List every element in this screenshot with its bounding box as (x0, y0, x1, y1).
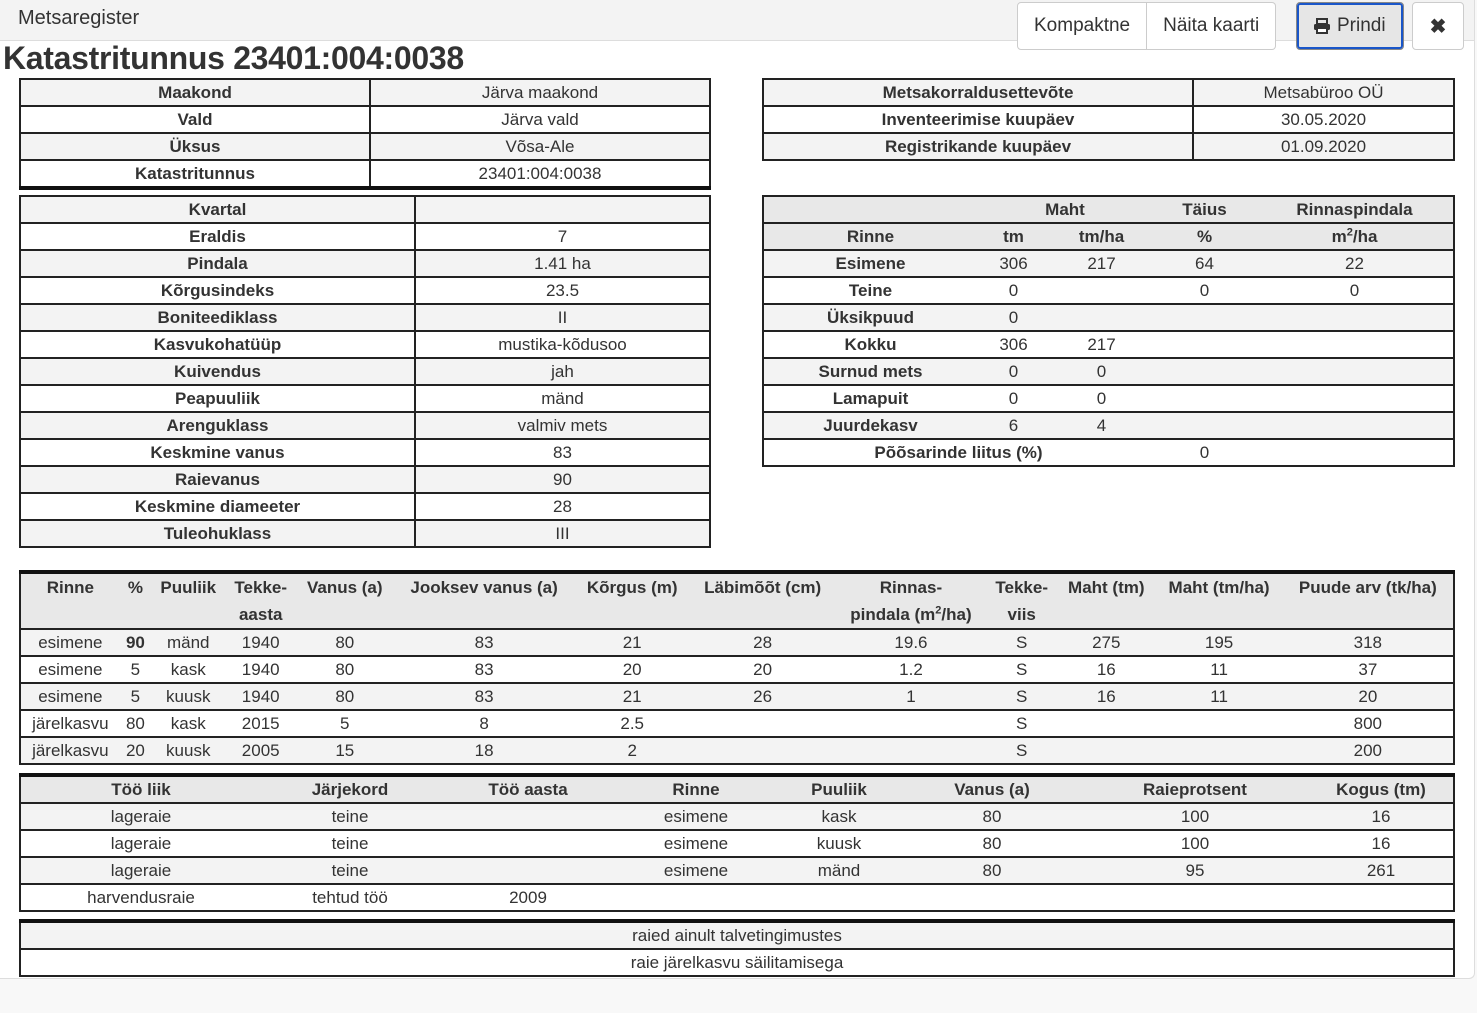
tree-cell-jooksev: 83 (394, 629, 575, 656)
volume-row-label: Esimene (763, 250, 977, 277)
note-row (20, 921, 1454, 949)
tree-cell-pct: 90 (120, 629, 151, 656)
tree-cell-rinne: esimene (20, 683, 120, 710)
volume-cell-rp (1256, 331, 1454, 358)
tree-row (20, 656, 1454, 683)
stand-row (20, 493, 710, 520)
stand-row (20, 196, 710, 223)
work-cell-vanus: 80 (903, 830, 1081, 857)
work-cell-vanus (903, 884, 1081, 911)
volume-row (763, 331, 1454, 358)
tree-cell-pct: 80 (120, 710, 151, 737)
col-kogus: Kogus (tm) (1309, 775, 1454, 803)
col-works-puuliik: Puuliik (775, 775, 903, 803)
volume-cell-pct (1153, 385, 1256, 412)
tree-cell-puuliik: kask (151, 656, 225, 683)
tree-cell-puude-arv: 318 (1283, 629, 1454, 656)
tree-cell-tekke: 2015 (225, 710, 296, 737)
row-label: Peapuuliik (20, 385, 415, 412)
row-value: valmiv mets (415, 412, 710, 439)
work-cell-puuliik: kuusk (775, 830, 903, 857)
stand-row (20, 412, 710, 439)
row-label: Katastritunnus (20, 160, 370, 188)
work-cell-puuliik (775, 884, 903, 911)
work-cell-too-liik: harvendusraie (20, 884, 261, 911)
tree-cell-rinne: esimene (20, 629, 120, 656)
volume-sub-header-row (763, 223, 1454, 250)
volume-header-rinne: Rinne (763, 223, 977, 250)
location-row (20, 106, 710, 133)
compact-button[interactable]: Kompaktne (1017, 2, 1147, 50)
row-value: 83 (415, 439, 710, 466)
tree-cell-maht-tm (1057, 737, 1155, 764)
view-button-group (1017, 2, 1276, 50)
tree-cell-rinne: järelkasvu (20, 710, 120, 737)
volume-cell-rp (1256, 358, 1454, 385)
col-rinne: Rinne (20, 572, 120, 629)
work-row (20, 857, 1454, 884)
app-title: Metsaregister (18, 7, 140, 29)
row-value: jah (415, 358, 710, 385)
row-value: 90 (415, 466, 710, 493)
note-text: raied ainult talvetingimustes (20, 921, 1454, 949)
volume-header-empty (763, 196, 977, 223)
tree-cell-korgus: 2 (575, 737, 690, 764)
volume-row-label: Surnud mets (763, 358, 977, 385)
volume-cell-rp (1256, 304, 1454, 331)
tree-cell-korgus: 20 (575, 656, 690, 683)
print-label: Prindi (1337, 15, 1386, 36)
volume-row (763, 277, 1454, 304)
row-value: 30.05.2020 (1193, 106, 1454, 133)
work-cell-kogus (1309, 884, 1454, 911)
row-label: Kõrgusindeks (20, 277, 415, 304)
tree-cell-jooksev: 83 (394, 656, 575, 683)
col-raieprotsent: Raieprotsent (1081, 775, 1309, 803)
work-cell-jarjekord: teine (261, 857, 439, 884)
col-puude-arv: Puude arv (tk/ha) (1283, 572, 1454, 629)
row-label: Registrikande kuupäev (763, 133, 1193, 160)
row-value (415, 196, 710, 223)
volume-cell-rp (1256, 412, 1454, 439)
row-label: Maakond (20, 79, 370, 106)
notes-table (19, 919, 1455, 977)
page-title: Katastritunnus 23401:004:0038 (3, 40, 464, 76)
col-maht-tm: Maht (tm) (1057, 572, 1155, 629)
col-tekkeaasta: Tekke- aasta (225, 572, 296, 629)
row-label: Kvartal (20, 196, 415, 223)
row-label: Keskmine vanus (20, 439, 415, 466)
volume-row-label: Juurdekasv (763, 412, 977, 439)
volume-group-header-row (763, 196, 1454, 223)
row-value: II (415, 304, 710, 331)
tree-cell-maht-tm: 275 (1057, 629, 1155, 656)
tree-cell-maht-tmha: 11 (1156, 683, 1283, 710)
tree-cell-rinnas: 19.6 (836, 629, 987, 656)
volume-cell-pct (1153, 304, 1256, 331)
volume-cell-tmha (1050, 277, 1153, 304)
row-value: III (415, 520, 710, 547)
row-value: 23401:004:0038 (370, 160, 710, 188)
volume-row (763, 385, 1454, 412)
work-cell-too-aasta: 2009 (439, 884, 617, 911)
stand-details-table (19, 195, 711, 548)
stand-row (20, 385, 710, 412)
row-label: Kasvukohatüüp (20, 331, 415, 358)
tree-row (20, 737, 1454, 764)
volume-cell-rp (1256, 385, 1454, 412)
works-header-row (20, 775, 1454, 803)
row-label: Eraldis (20, 223, 415, 250)
col-puuliik: Puuliik (151, 572, 225, 629)
forest-works-table (19, 773, 1455, 912)
shrub-cover-label: Põõsarinde liitus (%) (763, 439, 1153, 466)
close-icon: ✖ (1429, 15, 1447, 38)
volume-cell-pct: 64 (1153, 250, 1256, 277)
work-cell-vanus: 80 (903, 803, 1081, 830)
volume-row-label: Kokku (763, 331, 977, 358)
volume-header-taius: Täius (1153, 196, 1256, 223)
row-label: Pindala (20, 250, 415, 277)
tree-cell-tekke: 1940 (225, 629, 296, 656)
tree-cell-tekkeviis: S (986, 656, 1057, 683)
work-cell-vanus: 80 (903, 857, 1081, 884)
work-cell-puuliik: kask (775, 803, 903, 830)
tree-cell-labimoot (690, 710, 836, 737)
work-row (20, 803, 1454, 830)
volume-cell-rp: 22 (1256, 250, 1454, 277)
close-button[interactable] (1412, 2, 1464, 50)
work-cell-kogus: 16 (1309, 830, 1454, 857)
tree-cell-tekke: 1940 (225, 656, 296, 683)
tree-cell-maht-tm: 16 (1057, 656, 1155, 683)
volume-header-rinnaspindala: Rinnaspindala (1256, 196, 1454, 223)
col-too-aasta: Töö aasta (439, 775, 617, 803)
tree-cell-pct: 5 (120, 656, 151, 683)
volume-cell-tm: 0 (977, 385, 1050, 412)
printer-icon (1313, 18, 1331, 34)
work-cell-raieprotsent (1081, 884, 1309, 911)
tree-cell-labimoot (690, 737, 836, 764)
col-jooksev-vanus: Jooksev vanus (a) (394, 572, 575, 629)
row-value: 1.41 ha (415, 250, 710, 277)
work-row (20, 830, 1454, 857)
print-button[interactable] (1296, 2, 1404, 50)
work-cell-jarjekord: tehtud töö (261, 884, 439, 911)
shrub-cover-row (763, 439, 1454, 466)
work-cell-too-aasta (439, 857, 617, 884)
tree-cell-tekkeviis: S (986, 737, 1057, 764)
tree-cell-puuliik: kuusk (151, 737, 225, 764)
tree-cell-maht-tm (1057, 710, 1155, 737)
work-cell-raieprotsent: 95 (1081, 857, 1309, 884)
col-works-vanus: Vanus (a) (903, 775, 1081, 803)
volume-row-label: Teine (763, 277, 977, 304)
col-rinnaspindala: Rinnas- pindala $(m^2/ha)$ (836, 572, 987, 629)
work-row (20, 884, 1454, 911)
stand-row (20, 250, 710, 277)
volume-row (763, 304, 1454, 331)
volume-table (762, 195, 1455, 467)
stand-row (20, 304, 710, 331)
tree-cell-rinne: esimene (20, 656, 120, 683)
row-value: 23.5 (415, 277, 710, 304)
tree-cell-puude-arv: 20 (1283, 683, 1454, 710)
row-label: Keskmine diameeter (20, 493, 415, 520)
work-cell-too-liik: lageraie (20, 803, 261, 830)
col-pct: % (120, 572, 151, 629)
work-cell-kogus: 16 (1309, 803, 1454, 830)
work-cell-puuliik: mänd (775, 857, 903, 884)
volume-row-label: Lamapuit (763, 385, 977, 412)
tree-cell-labimoot: 20 (690, 656, 836, 683)
tree-cell-jooksev: 8 (394, 710, 575, 737)
location-row (20, 133, 710, 160)
location-table (19, 78, 711, 190)
tree-cell-korgus: 21 (575, 683, 690, 710)
tree-cell-puuliik: kask (151, 710, 225, 737)
tree-cell-rinne: järelkasvu (20, 737, 120, 764)
volume-cell-pct (1153, 412, 1256, 439)
tree-cell-rinnas: 1.2 (836, 656, 987, 683)
tree-cell-labimoot: 26 (690, 683, 836, 710)
col-jarjekord: Järjekord (261, 775, 439, 803)
col-vanus: Vanus (a) (296, 572, 393, 629)
inventory-info-row (763, 79, 1454, 106)
tree-cell-puuliik: mänd (151, 629, 225, 656)
volume-cell-pct (1153, 358, 1256, 385)
col-too-liik: Töö liik (20, 775, 261, 803)
show-map-button[interactable]: Näita kaarti (1147, 2, 1276, 50)
work-cell-rinne: esimene (617, 857, 775, 884)
row-label: Üksus (20, 133, 370, 160)
row-value: Järva maakond (370, 79, 710, 106)
volume-cell-tmha: 217 (1050, 250, 1153, 277)
volume-row-label: Üksikpuud (763, 304, 977, 331)
tree-row (20, 710, 1454, 737)
row-label: Kuivendus (20, 358, 415, 385)
note-row (20, 949, 1454, 976)
tree-cell-maht-tmha: 11 (1156, 656, 1283, 683)
stand-row (20, 466, 710, 493)
stand-row (20, 223, 710, 250)
inventory-info-table (762, 78, 1455, 161)
work-cell-rinne (617, 884, 775, 911)
inventory-info-row (763, 133, 1454, 160)
tree-cell-maht-tmha (1156, 737, 1283, 764)
tree-cell-puuliik: kuusk (151, 683, 225, 710)
tree-cell-jooksev: 18 (394, 737, 575, 764)
col-labimoot: Läbimõõt (cm) (690, 572, 836, 629)
tree-cell-tekkeviis: S (986, 629, 1057, 656)
location-row (20, 160, 710, 188)
tree-cell-labimoot: 28 (690, 629, 836, 656)
row-label: Tuleohuklass (20, 520, 415, 547)
tree-cell-tekkeviis: S (986, 710, 1057, 737)
volume-header-pct: % (1153, 223, 1256, 250)
note-text: raie järelkasvu säilitamisega (20, 949, 1454, 976)
volume-cell-tm: 0 (977, 277, 1050, 304)
tree-cell-maht-tmha: 195 (1156, 629, 1283, 656)
tree-cell-rinnas (836, 710, 987, 737)
volume-cell-tm: 0 (977, 358, 1050, 385)
work-cell-jarjekord: teine (261, 830, 439, 857)
row-value: Võsa-Ale (370, 133, 710, 160)
work-cell-too-aasta (439, 830, 617, 857)
row-value: Järva vald (370, 106, 710, 133)
modal-header (0, 0, 1474, 41)
row-label: Vald (20, 106, 370, 133)
volume-cell-tm: 0 (977, 304, 1050, 331)
tree-cell-tekke: 2005 (225, 737, 296, 764)
volume-cell-tm: 306 (977, 250, 1050, 277)
stand-row (20, 358, 710, 385)
tree-cell-korgus: 2.5 (575, 710, 690, 737)
volume-cell-tmha (1050, 304, 1153, 331)
work-cell-too-liik: lageraie (20, 857, 261, 884)
work-cell-raieprotsent: 100 (1081, 830, 1309, 857)
tree-cell-jooksev: 83 (394, 683, 575, 710)
tree-cell-tekkeviis: S (986, 683, 1057, 710)
row-value: 01.09.2020 (1193, 133, 1454, 160)
volume-cell-tmha: 0 (1050, 358, 1153, 385)
tree-cell-puude-arv: 37 (1283, 656, 1454, 683)
stand-row (20, 331, 710, 358)
tree-cell-vanus: 80 (296, 629, 393, 656)
work-cell-too-liik: lageraie (20, 830, 261, 857)
tree-header-row (20, 572, 1454, 629)
row-value: mänd (415, 385, 710, 412)
tree-cell-vanus: 80 (296, 683, 393, 710)
volume-cell-tmha: 0 (1050, 385, 1153, 412)
tree-cell-maht-tm: 16 (1057, 683, 1155, 710)
tree-cell-rinnas (836, 737, 987, 764)
volume-row (763, 250, 1454, 277)
col-korgus: Kõrgus (m) (575, 572, 690, 629)
stand-row (20, 277, 710, 304)
tree-cell-vanus: 80 (296, 656, 393, 683)
inventory-info-row (763, 106, 1454, 133)
volume-cell-tmha: 217 (1050, 331, 1153, 358)
row-label: Arenguklass (20, 412, 415, 439)
tree-cell-rinnas: 1 (836, 683, 987, 710)
col-works-rinne: Rinne (617, 775, 775, 803)
work-cell-jarjekord: teine (261, 803, 439, 830)
row-label: Boniteediklass (20, 304, 415, 331)
work-cell-kogus: 261 (1309, 857, 1454, 884)
location-row (20, 79, 710, 106)
tree-cell-puude-arv: 200 (1283, 737, 1454, 764)
volume-cell-rp: 0 (1256, 277, 1454, 304)
volume-cell-pct: 0 (1153, 277, 1256, 304)
volume-header-tm: tm (977, 223, 1050, 250)
tree-cell-puude-arv: 800 (1283, 710, 1454, 737)
tree-cell-vanus: 15 (296, 737, 393, 764)
tree-row (20, 683, 1454, 710)
col-tekkeviis: Tekke- viis (986, 572, 1057, 629)
tree-cell-korgus: 21 (575, 629, 690, 656)
volume-row (763, 358, 1454, 385)
tree-cell-pct: 20 (120, 737, 151, 764)
stand-row (20, 520, 710, 547)
work-cell-rinne: esimene (617, 830, 775, 857)
tree-cell-tekke: 1940 (225, 683, 296, 710)
volume-cell-pct (1153, 331, 1256, 358)
row-value: Metsabüroo OÜ (1193, 79, 1454, 106)
volume-header-maht: Maht (977, 196, 1153, 223)
col-maht-tmha: Maht (tm/ha) (1156, 572, 1283, 629)
tree-cell-maht-tmha (1156, 710, 1283, 737)
work-cell-rinne: esimene (617, 803, 775, 830)
volume-cell-tm: 6 (977, 412, 1050, 439)
tree-cell-vanus: 5 (296, 710, 393, 737)
volume-header-tmha: tm/ha (1050, 223, 1153, 250)
tree-species-table (19, 570, 1455, 765)
row-value: 28 (415, 493, 710, 520)
volume-row (763, 412, 1454, 439)
row-label: Metsakorraldusettevõte (763, 79, 1193, 106)
row-value: 7 (415, 223, 710, 250)
volume-cell-tm: 306 (977, 331, 1050, 358)
row-value: mustika-kõdusoo (415, 331, 710, 358)
tree-cell-pct: 5 (120, 683, 151, 710)
volume-cell-tmha: 4 (1050, 412, 1153, 439)
stand-row (20, 439, 710, 466)
tree-row (20, 629, 1454, 656)
volume-header-m2ha: $m^2/ha$ (1256, 223, 1454, 250)
shrub-cover-empty (1256, 439, 1454, 466)
shrub-cover-value: 0 (1153, 439, 1256, 466)
work-cell-too-aasta (439, 803, 617, 830)
row-label: Inventeerimise kuupäev (763, 106, 1193, 133)
row-label: Raievanus (20, 466, 415, 493)
work-cell-raieprotsent: 100 (1081, 803, 1309, 830)
